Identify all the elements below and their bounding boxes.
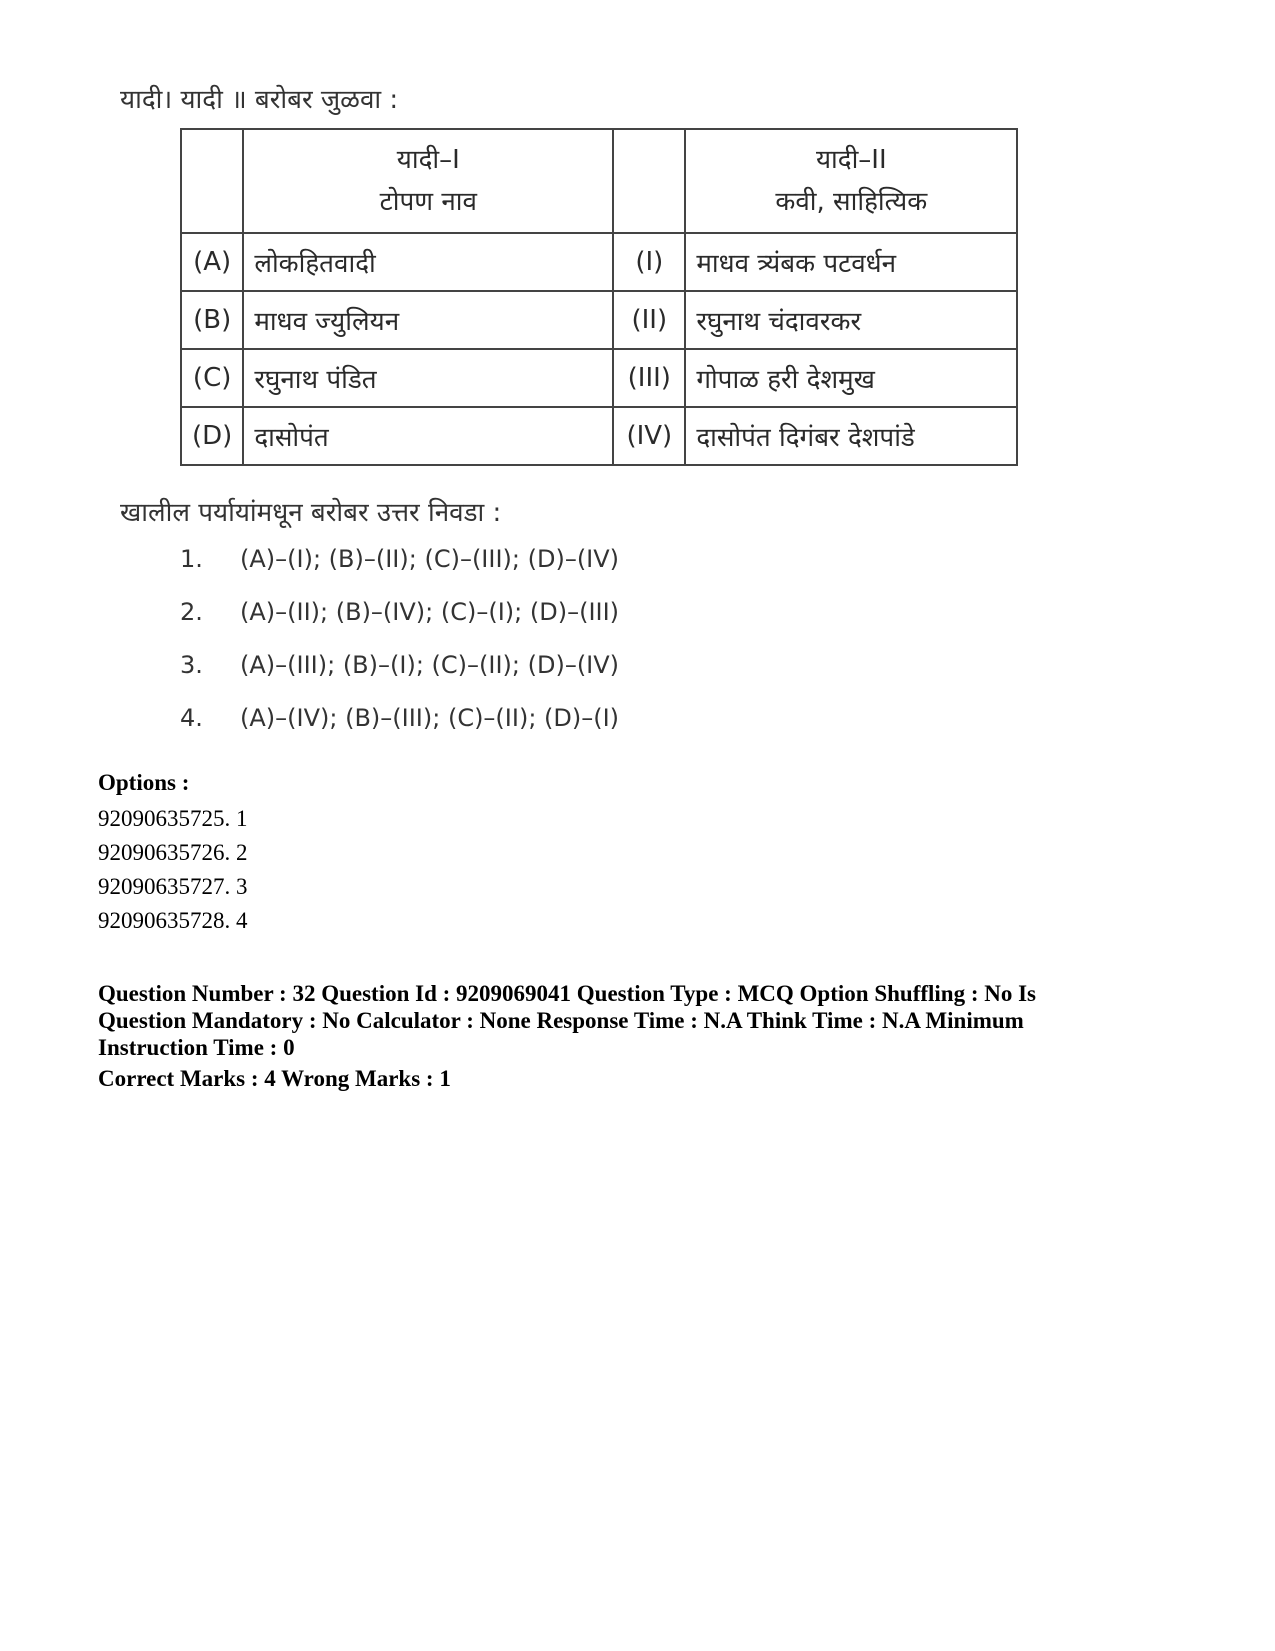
match-table — [180, 128, 1018, 466]
choice-text: (A)–(I); (B)–(II); (C)–(III); (D)–(IV) — [240, 545, 620, 573]
answer-choices — [180, 545, 619, 757]
match-table-header — [181, 129, 1017, 233]
row-val2: रघुनाथ चंदावरकर — [685, 291, 1017, 349]
row-val2: दासोपंत दिगंबर देशपांडे — [685, 407, 1017, 465]
option-item: 92090635725. 1 — [98, 806, 248, 831]
table-row — [181, 233, 1017, 291]
row-key2: (III) — [613, 349, 685, 407]
choice-number: 4. — [180, 704, 203, 732]
row-val1: दासोपंत — [243, 407, 613, 465]
row-key1: (A) — [181, 233, 243, 291]
list-item — [180, 598, 619, 651]
list-item — [180, 651, 619, 704]
option-item: 92090635728. 4 — [98, 908, 248, 933]
list1-header — [243, 129, 613, 233]
row-val1: रघुनाथ पंडित — [243, 349, 613, 407]
row-key1: (C) — [181, 349, 243, 407]
row-key2: (II) — [613, 291, 685, 349]
row-key1: (B) — [181, 291, 243, 349]
choice-number: 1. — [180, 545, 203, 573]
choice-number: 3. — [180, 651, 203, 679]
option-item: 92090635726. 2 — [98, 840, 248, 865]
row-key1: (D) — [181, 407, 243, 465]
options-list — [98, 802, 248, 938]
question-marks: Correct Marks : 4 Wrong Marks : 1 — [98, 1066, 451, 1091]
choice-number: 2. — [180, 598, 203, 626]
list2-header — [685, 129, 1017, 233]
option-item: 92090635727. 3 — [98, 874, 248, 899]
list1-subtitle: टोपण नाव — [379, 187, 477, 217]
row-val1: माधव ज्युलियन — [243, 291, 613, 349]
row-val2: गोपाळ हरी देशमुख — [685, 349, 1017, 407]
row-key2: (I) — [613, 233, 685, 291]
header-empty-cell-1 — [181, 129, 243, 233]
choice-text: (A)–(IV); (B)–(III); (C)–(II); (D)–(I) — [240, 704, 620, 732]
list2-title: यादी–II — [815, 145, 887, 175]
list-item — [180, 704, 619, 757]
choice-text: (A)–(II); (B)–(IV); (C)–(I); (D)–(III) — [240, 598, 620, 626]
list1-title: यादी–I — [396, 145, 460, 175]
table-row — [181, 407, 1017, 465]
header-empty-cell-2 — [613, 129, 685, 233]
choose-prompt: खालील पर्यायांमधून बरोबर उत्तर निवडा : — [120, 498, 502, 528]
table-row — [181, 349, 1017, 407]
options-heading: Options : — [98, 770, 190, 795]
table-row — [181, 291, 1017, 349]
question-meta: Question Number : 32 Question Id : 9209069041 Question Type : MCQ Option Shuffling : No Is Question Mandatory : No Calculator : None Response Time : N.A Think Time : N.A Minimum Instruction Time : 0 — [98, 981, 1037, 1060]
question-instruction: यादी। यादी ॥ बरोबर जुळवा : — [120, 85, 399, 115]
row-val2: माधव त्र्यंबक पटवर्धन — [685, 233, 1017, 291]
choice-text: (A)–(III); (B)–(I); (C)–(II); (D)–(IV) — [240, 651, 620, 679]
row-key2: (IV) — [613, 407, 685, 465]
row-val1: लोकहितवादी — [243, 233, 613, 291]
list-item — [180, 545, 619, 598]
list2-subtitle: कवी, साहित्यिक — [775, 187, 928, 217]
